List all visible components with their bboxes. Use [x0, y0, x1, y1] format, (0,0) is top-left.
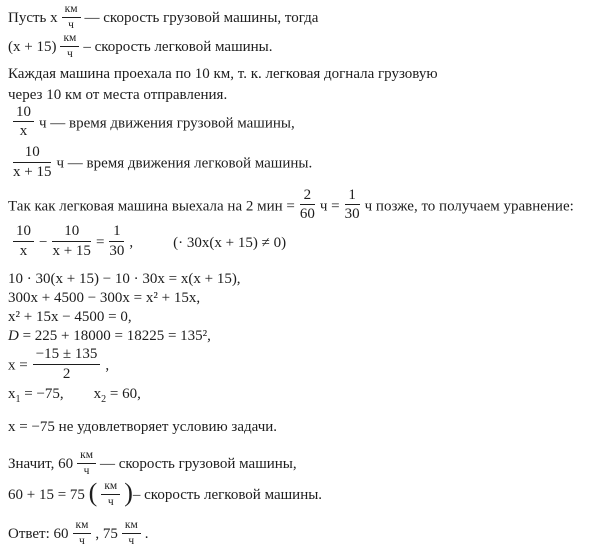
line-conclusion-truck	[8, 450, 600, 479]
text-car-time: ч — время движения легковой машины.	[56, 155, 313, 172]
fraction-denominator: ч	[83, 465, 90, 478]
fraction-numerator: км	[60, 32, 79, 47]
left-paren: (	[88, 477, 98, 507]
fraction-10-over-x	[13, 223, 34, 260]
fraction-km-per-h	[60, 32, 79, 61]
discriminant-value: = 225 + 18000 = 18225 = 135²,	[18, 327, 211, 344]
text-car-speed: – скорость легковой машины.	[83, 38, 273, 55]
fraction-denominator: x + 15	[52, 243, 91, 260]
fraction-denominator: x	[19, 123, 28, 140]
fraction-numerator: км	[122, 519, 141, 534]
text-x-equals: x =	[8, 357, 28, 374]
text-car-speed-conclusion: – скорость легковой машины.	[132, 487, 323, 504]
answer-second-value: , 75	[95, 525, 118, 542]
text-hours-equals: ч =	[319, 198, 340, 215]
fraction-10-over-x-plus-15	[13, 144, 51, 181]
text-truck-speed-conclusion: — скорость грузовой машины,	[99, 456, 297, 473]
fraction-numerator: 10	[52, 223, 90, 242]
text-truck-speed: — скорость грузовой машины, тогда	[84, 9, 319, 26]
root-2-base: x	[93, 386, 102, 403]
fraction-numerator: 2	[300, 187, 315, 206]
algebra-steps	[8, 270, 600, 346]
fraction-2-over-60	[300, 187, 315, 224]
line-reject-negative-root: x = −75 не удовлетворяет условию задачи.	[8, 419, 278, 436]
fraction-numerator: км	[77, 449, 96, 464]
line-conclusion-car	[8, 477, 600, 510]
line-let-truck-speed	[8, 4, 600, 33]
answer-period: .	[144, 525, 149, 542]
step-multiply-out: 10 · 30(x + 15) − 10 · 30x = x(x + 15),	[8, 270, 241, 287]
fraction-10-over-x-plus-15	[52, 223, 90, 260]
line-car-speed	[8, 33, 600, 62]
minus-operator: −	[39, 235, 48, 252]
text-since-car-left: Так как легковая машина выехала на 2 мин =	[8, 198, 295, 215]
text-therefore-60: Значит, 60	[8, 456, 74, 473]
text-60-plus-15: 60 + 15 = 75	[8, 487, 85, 504]
discriminant-symbol: D	[8, 327, 19, 344]
text-later-equation: ч позже, то получаем уравнение:	[364, 198, 574, 215]
fraction-denominator: ч	[68, 18, 74, 31]
fraction-numerator: 1	[109, 223, 124, 242]
line-two-minutes-later	[8, 186, 600, 226]
fraction-numerator: 10	[13, 223, 34, 242]
step-quadratic: x² + 15x − 4500 = 0,	[8, 308, 132, 325]
root-1-base: x	[8, 386, 16, 403]
line-answer	[8, 520, 600, 549]
fraction-numerator: 10	[13, 104, 34, 123]
line-car-time	[8, 146, 600, 183]
fraction-denominator: ч	[128, 534, 135, 547]
answer-label: Ответ: 60	[8, 525, 69, 542]
fraction-denominator: x	[19, 243, 28, 260]
line-roots-formula	[8, 345, 600, 385]
fraction-denominator: 2	[62, 365, 71, 382]
step-expand: 300x + 4500 − 300x = x² + 15x,	[8, 289, 201, 306]
paragraph-each-car-10km	[8, 64, 600, 106]
fraction-roots	[33, 346, 101, 383]
fraction-denominator: ч	[66, 47, 73, 60]
root-2-value: = 60,	[106, 386, 141, 403]
comma: ,	[105, 357, 110, 374]
fraction-numerator: км	[101, 480, 120, 495]
fraction-km-per-h	[77, 449, 96, 478]
fraction-1-over-30	[345, 187, 360, 224]
text-truck-time: ч — время движения грузовой машины,	[39, 115, 295, 132]
fraction-km-per-h	[101, 480, 120, 509]
line-truck-time	[8, 103, 600, 143]
fraction-km-per-h	[122, 519, 141, 548]
fraction-numerator: 1	[345, 187, 360, 206]
fraction-denominator: ч	[107, 496, 114, 509]
fraction-numerator: км	[62, 3, 81, 18]
fraction-numerator: км	[73, 519, 92, 534]
root-1-value: = −75,	[20, 386, 64, 403]
fraction-numerator: −15 ± 135	[33, 346, 101, 365]
text-line-2: через 10 км от места отправления.	[8, 86, 228, 103]
text-line-1: Каждая машина проехала по 10 км, т. к. легковая догнала грузовую	[8, 65, 438, 82]
comma: ,	[129, 235, 134, 252]
text-x-plus-15: (x + 15)	[8, 38, 57, 55]
fraction-1-over-30	[109, 223, 124, 260]
step-discriminant	[8, 327, 600, 346]
right-paren: )	[124, 477, 133, 507]
text-let-x: Пусть x	[8, 9, 58, 26]
root-2-subscript: 2	[101, 394, 107, 406]
fraction-denominator: x + 15	[13, 163, 52, 180]
fraction-denominator: 30	[109, 243, 125, 260]
equals-sign: =	[95, 235, 105, 252]
fraction-denominator: 30	[344, 206, 360, 223]
domain-note: (· 30x(x + 15) ≠ 0)	[173, 235, 287, 252]
fraction-km-per-h	[62, 3, 81, 32]
fraction-denominator: 60	[299, 206, 315, 223]
fraction-10-over-x	[13, 104, 34, 141]
fraction-numerator: 10	[13, 144, 51, 163]
line-main-equation	[8, 225, 600, 262]
root-1-subscript: 1	[15, 394, 21, 406]
line-roots-values	[8, 384, 600, 405]
fraction-km-per-h	[73, 519, 92, 548]
fraction-denominator: ч	[79, 534, 85, 547]
